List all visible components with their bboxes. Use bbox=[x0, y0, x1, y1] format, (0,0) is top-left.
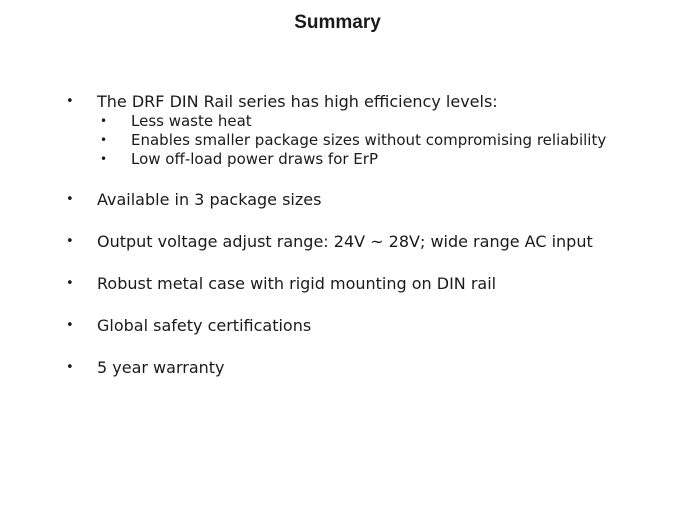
sub-bullet-waste-heat: • Less waste heat bbox=[97, 112, 626, 131]
bullet-text: • Robust metal case with rigid mounting on DIN rail bbox=[97, 274, 497, 293]
bullet-text: • Available in 3 package sizes bbox=[97, 190, 322, 209]
bullet-text: • Global safety certifications bbox=[97, 316, 312, 335]
bullet-item-efficiency bbox=[66, 92, 626, 169]
bullet-text: • The DRF DIN Rail series has high efficiency levels: bbox=[97, 92, 498, 111]
bullet-list bbox=[66, 92, 626, 400]
bullet-item-metal-case bbox=[66, 274, 626, 294]
bullet-text: • 5 year warranty bbox=[97, 358, 225, 377]
sub-bullet-list bbox=[97, 112, 626, 169]
bullet-item-output-voltage bbox=[66, 232, 626, 252]
sub-bullet-smaller-packages: • Enables smaller package sizes without compromising reliability bbox=[97, 131, 626, 150]
bullet-item-safety-certifications bbox=[66, 316, 626, 336]
bullet-text: • Output voltage adjust range: 24V ~ 28V; wide range AC input bbox=[97, 232, 593, 251]
bullet-item-warranty bbox=[66, 358, 626, 378]
slide-title: Summary bbox=[294, 12, 381, 33]
bullet-item-package-sizes bbox=[66, 190, 626, 210]
sub-bullet-off-load-power: • Low off-load power draws for ErP bbox=[97, 150, 626, 169]
